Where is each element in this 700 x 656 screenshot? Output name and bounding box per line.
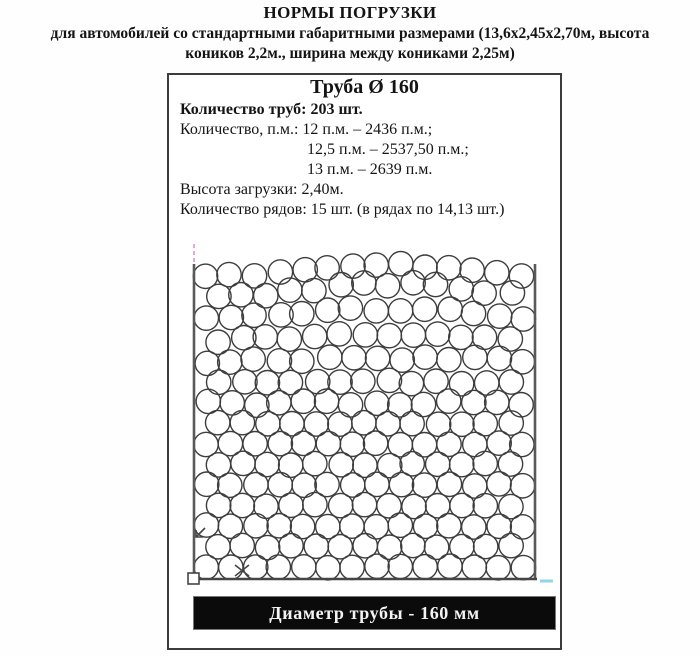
pipe-circle [328, 370, 352, 394]
spec-line: Высота загрузки: 2,40м. [180, 181, 344, 198]
pipe-circle [510, 474, 534, 498]
pipe-circle [365, 472, 389, 496]
pipe-circle [488, 304, 512, 328]
pipe-circle [388, 299, 412, 323]
pipe-circle [364, 515, 388, 539]
pipe-circle [450, 412, 474, 436]
pipe-circle [473, 494, 497, 518]
pipe-circle [364, 253, 388, 277]
pipe-circle [196, 389, 220, 413]
pipe-circle [278, 278, 302, 302]
pipe-circle [220, 391, 244, 415]
page-subtitle: для автомобилей со стандартными габаритными размерами (13,6х2,45х2,70м, высота коников 2,2м., ширина между кониками 2,25м) [50, 25, 650, 62]
pipe-circle [353, 453, 377, 477]
pipe-circle [413, 555, 437, 579]
pipe-circle [511, 555, 535, 579]
pipe-circle [365, 391, 389, 415]
pipe-circle [509, 393, 533, 417]
pipe-circle [194, 306, 218, 330]
pipe-circle [399, 371, 423, 395]
pipe-circle [267, 349, 291, 373]
pipe-circle [304, 412, 328, 436]
pipe-circle [277, 327, 301, 351]
pipe-circle [400, 411, 424, 435]
pipe-circle [254, 494, 278, 518]
pipe-circle [377, 494, 401, 518]
pipe-circle [413, 255, 437, 279]
pipe-circle [280, 412, 304, 436]
pipe-circle [316, 514, 340, 538]
pipe-circle [511, 307, 535, 331]
pipe-circle [475, 371, 499, 395]
pipe-circle [293, 258, 317, 282]
pipe-circle [413, 345, 437, 369]
pipe-stack-diagram [169, 233, 560, 595]
pipe-circle [389, 252, 413, 276]
pipe-circle [510, 432, 534, 456]
pipe-circle [402, 494, 426, 518]
spec-line: 12,5 п.м. – 2537,50 п.м.; [307, 141, 469, 158]
pipe-circle [426, 412, 450, 436]
pipe-circle [499, 533, 523, 557]
pipe-circle [194, 432, 218, 456]
pipe-circle [255, 535, 279, 559]
pipe-circle [499, 411, 523, 435]
pipe-circle [353, 323, 377, 347]
pipe-circle [388, 393, 412, 417]
spec-lines [180, 100, 556, 220]
pipe-circle [485, 390, 509, 414]
pipe-circle [364, 299, 388, 323]
diameter-banner [193, 596, 556, 630]
pipe-circle [486, 556, 510, 580]
pipe-circle [388, 554, 412, 578]
pipe-circle [338, 393, 362, 417]
pipe-circle [437, 348, 461, 372]
pipe-circle [401, 323, 425, 347]
diameter-banner-label: Диаметр трубы - 160 мм [269, 603, 480, 623]
pipe-circle [303, 324, 327, 348]
pipe-circle [485, 261, 509, 285]
pipe-circle [217, 262, 241, 286]
pipe-circle [206, 330, 230, 354]
page-title: НОРМЫ ПОГРУЗКИ [263, 3, 437, 22]
corner-square-marker [188, 573, 199, 584]
pipe-circle [230, 410, 254, 434]
pipe-circle [266, 555, 290, 579]
pipe-circle [472, 325, 496, 349]
pipe-circle [279, 453, 303, 477]
pipe-circle [487, 346, 511, 370]
pipe-circle [290, 349, 314, 373]
pipe-circle [423, 272, 447, 296]
pipe-circle [338, 296, 362, 320]
pipe-circle [233, 370, 257, 394]
pipe-circle [218, 431, 242, 455]
spec-card [167, 73, 562, 650]
card-title: Труба Ø 160 [310, 76, 419, 98]
pipe-circle [352, 271, 376, 295]
pipe-circle [268, 260, 292, 284]
pipe-circle [449, 325, 473, 349]
pipe-circle [327, 322, 351, 346]
pipe-circle [437, 256, 461, 280]
pipe-circle [315, 256, 339, 280]
pipe-circle [329, 273, 353, 297]
pipe-circle [388, 513, 412, 537]
pipe-circle [318, 345, 342, 369]
pipe-circle [400, 452, 424, 476]
pipe-circle [351, 369, 375, 393]
pipe-circle [278, 370, 302, 394]
pipe-circle [463, 474, 487, 498]
pipe-circle [365, 346, 389, 370]
spec-line: 13 п.м. – 2639 п.м. [307, 161, 433, 178]
pipe-circle [449, 372, 473, 396]
pipe-circle [245, 393, 269, 417]
pipe-circle [412, 473, 436, 497]
pipe-circle [424, 369, 448, 393]
pipe-circle [473, 451, 497, 475]
pipe-circle [255, 371, 279, 395]
pipe-circle [413, 297, 437, 321]
pipe-circle [412, 433, 436, 457]
pipe-circle [328, 412, 352, 436]
pipe-circle [388, 433, 412, 457]
pipe-circle [193, 264, 217, 288]
pipe-circle [449, 277, 473, 301]
spec-line: Количество труб: 203 шт. [180, 101, 363, 118]
pipe-circle [401, 271, 425, 295]
spec-line: Количество, п.м.: 12 п.м. – 2436 п.м.; [180, 121, 433, 138]
pipe-circle [390, 348, 414, 372]
pipe-circle [426, 494, 450, 518]
pipe-circle [195, 472, 219, 496]
pipe-circle [426, 322, 450, 346]
pipe-circle [219, 305, 243, 329]
pipe-circle [290, 514, 314, 538]
pipe-circle [253, 325, 277, 349]
pipe-circle [242, 264, 266, 288]
pipe-circle [342, 346, 366, 370]
pipe-circle [341, 254, 365, 278]
pipe-circle [306, 369, 330, 393]
pipe-circle [316, 556, 340, 580]
pipe-circle [377, 323, 401, 347]
spec-line: Количество рядов: 15 шт. (в рядах по 14,13 шт.) [180, 201, 505, 218]
pipe-circle [460, 258, 484, 282]
pipe-circle [462, 515, 486, 539]
pipe-circle [510, 350, 534, 374]
